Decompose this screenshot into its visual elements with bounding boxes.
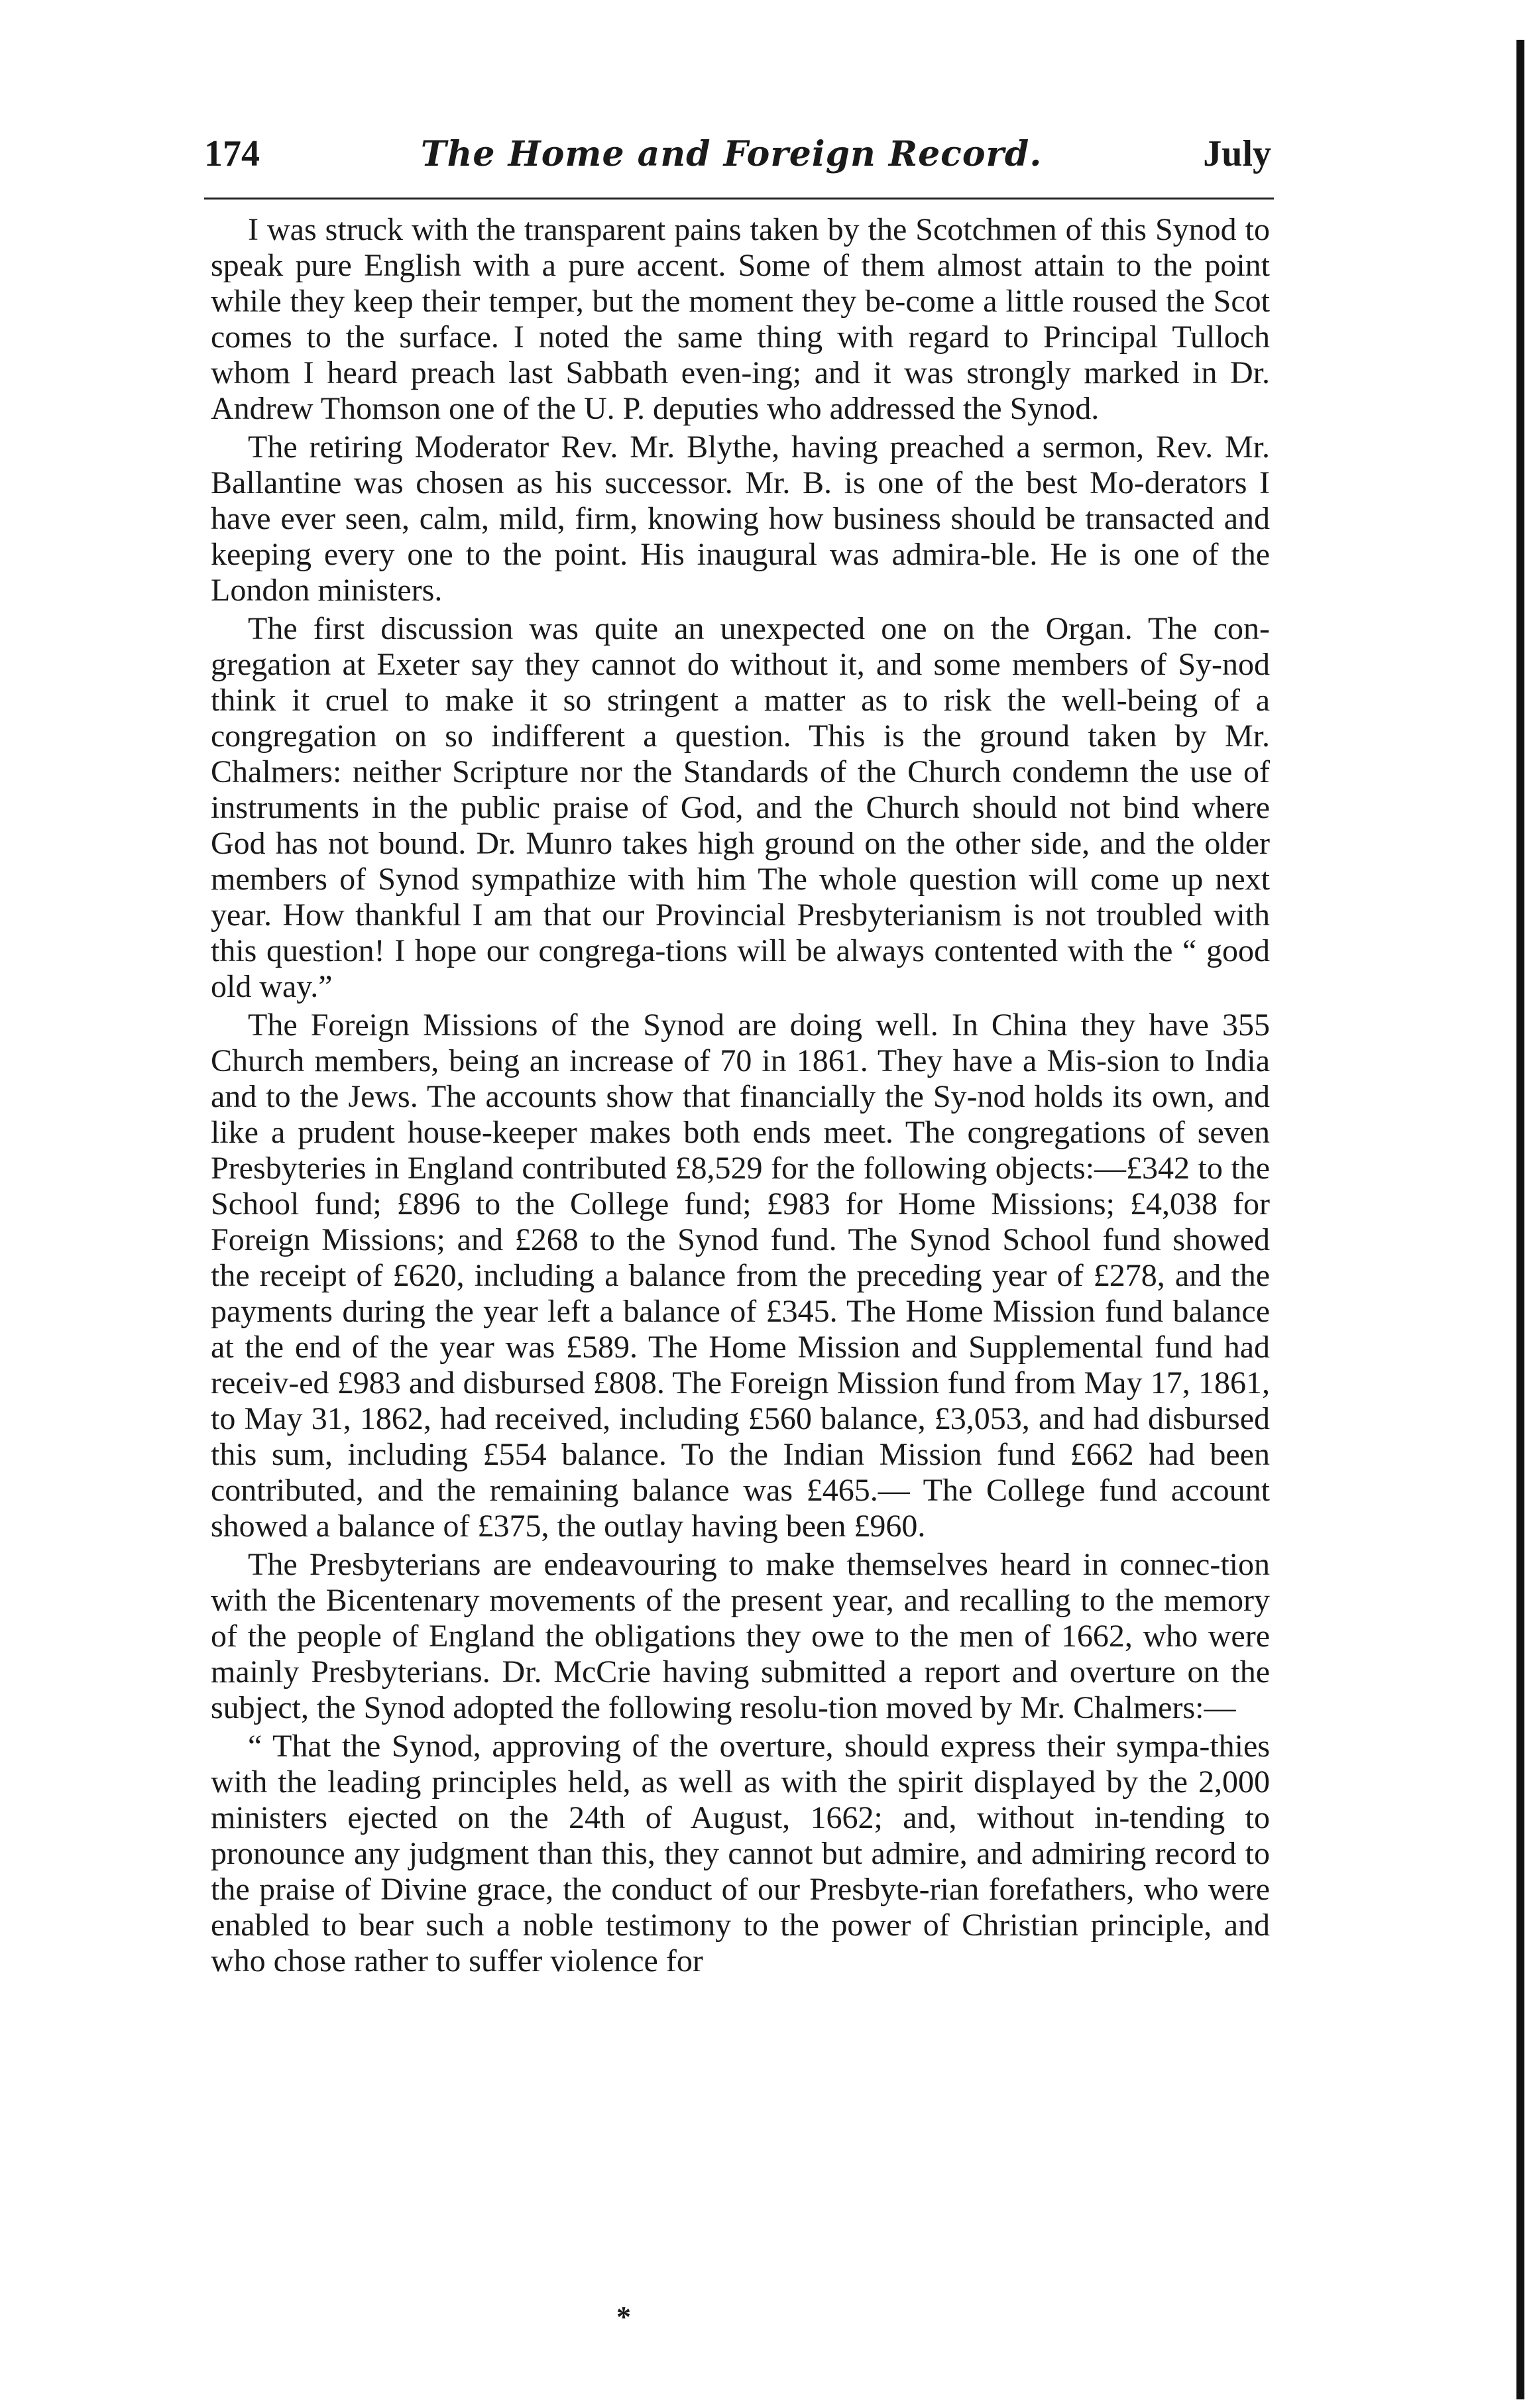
paragraph-resolution: “ That the Synod, approving of the overture, should express their sympa-thies with the leading principles held, as well as with the spirit displayed by the 2,000 ministers ejected on the 24th of August, 1662; and, without in-tending to pronounce any judgment than this, they cannot but admire, and admiring record to the praise of Divine grace, the conduct of our Presbyte-rian forefathers, who were enabled to bear such a noble testimony to the power of Christian principle, and who chose rather to suffer violence for	[211, 1729, 1270, 1978]
article-body	[211, 212, 1270, 1982]
paragraph-bicentenary: The Presbyterians are endeavouring to make themselves heard in connec-tion with the Bicentenary movements of the present year, and recalling to the memory of the people of England the obligations they owe to the men of 1662, who were mainly Presbyterians. Dr. McCrie having submitted a report and overture on the subject, the Synod adopted the following resolu-tion moved by Mr. Chalmers:—	[211, 1547, 1270, 1725]
paragraph-organ-discussion: The first discussion was quite an unexpected one on the Organ. The con-gregation at Exeter say they cannot do without it, and some members of Sy-nod think it cruel to make it so stringent a matter as to risk the well-being of a congregation on so indifferent a question. This is the ground taken by Mr. Chalmers: neither Scripture nor the Standards of the Church condemn the use of instruments in the public praise of God, and the Church should not bind where God has not bound. Dr. Munro takes high ground on the other side, and the older members of Synod sympathize with him The whole question will come up next year. How thankful I am that our Provincial Presbyterianism is not troubled with this question! I hope our congrega-tions will be always contented with the “ good old way.”	[211, 611, 1270, 1004]
footer-mark: *	[616, 2301, 631, 2333]
header-month: July	[1203, 133, 1271, 174]
running-title: The Home and Foreign Record.	[420, 134, 1043, 174]
page-number: 174	[204, 133, 260, 174]
paragraph-pronunciation: I was struck with the transparent pains taken by the Scotchmen of this Synod to speak pure English with a pure accent. Some of them almost attain to the point while they keep their temper, but the moment they be-come a little roused the Scot comes to the surface. I noted the same thing with regard to Principal Tulloch whom I heard preach last Sabbath even-ing; and it was strongly marked in Dr. Andrew Thomson one of the U. P. deputies who addressed the Synod.	[211, 212, 1270, 426]
paragraph-foreign-missions: The Foreign Missions of the Synod are doing well. In China they have 355 Church members, being an increase of 70 in 1861. They have a Mis-sion to India and to the Jews. The accounts show that financially the Sy-nod holds its own, and like a prudent house-keeper makes both ends meet. The congregations of seven Presbyteries in England contributed £8,529 for the following objects:—£342 to the School fund; £896 to the College fund; £983 for Home Missions; £4,038 for Foreign Missions; and £268 to the Synod fund. The Synod School fund showed the receipt of £620, including a balance from the preceding year of £278, and the payments during the year left a balance of £345. The Home Mission fund balance at the end of the year was £589. The Home Mission and Supplemental fund had receiv-ed £983 and disbursed £808. The Foreign Mission fund from May 17, 1861, to May 31, 1862, had received, including £560 balance, £3,053, and had disbursed this sum, including £554 balance. To the Indian Mission fund £662 had been contributed, and the remaining balance was £465.— The College fund account showed a balance of £375, the outlay having been £960.	[211, 1007, 1270, 1544]
header-rule	[204, 198, 1274, 200]
scan-edge-border	[1516, 40, 1524, 2399]
page-header	[204, 133, 1271, 192]
paragraph-moderator: The retiring Moderator Rev. Mr. Blythe, having preached a sermon, Rev. Mr. Ballantine was chosen as his successor. Mr. B. is one of the best Mo-derators I have ever seen, calm, mild, firm, knowing how business should be transacted and keeping every one to the point. His inaugural was admira-ble. He is one of the London ministers.	[211, 430, 1270, 608]
